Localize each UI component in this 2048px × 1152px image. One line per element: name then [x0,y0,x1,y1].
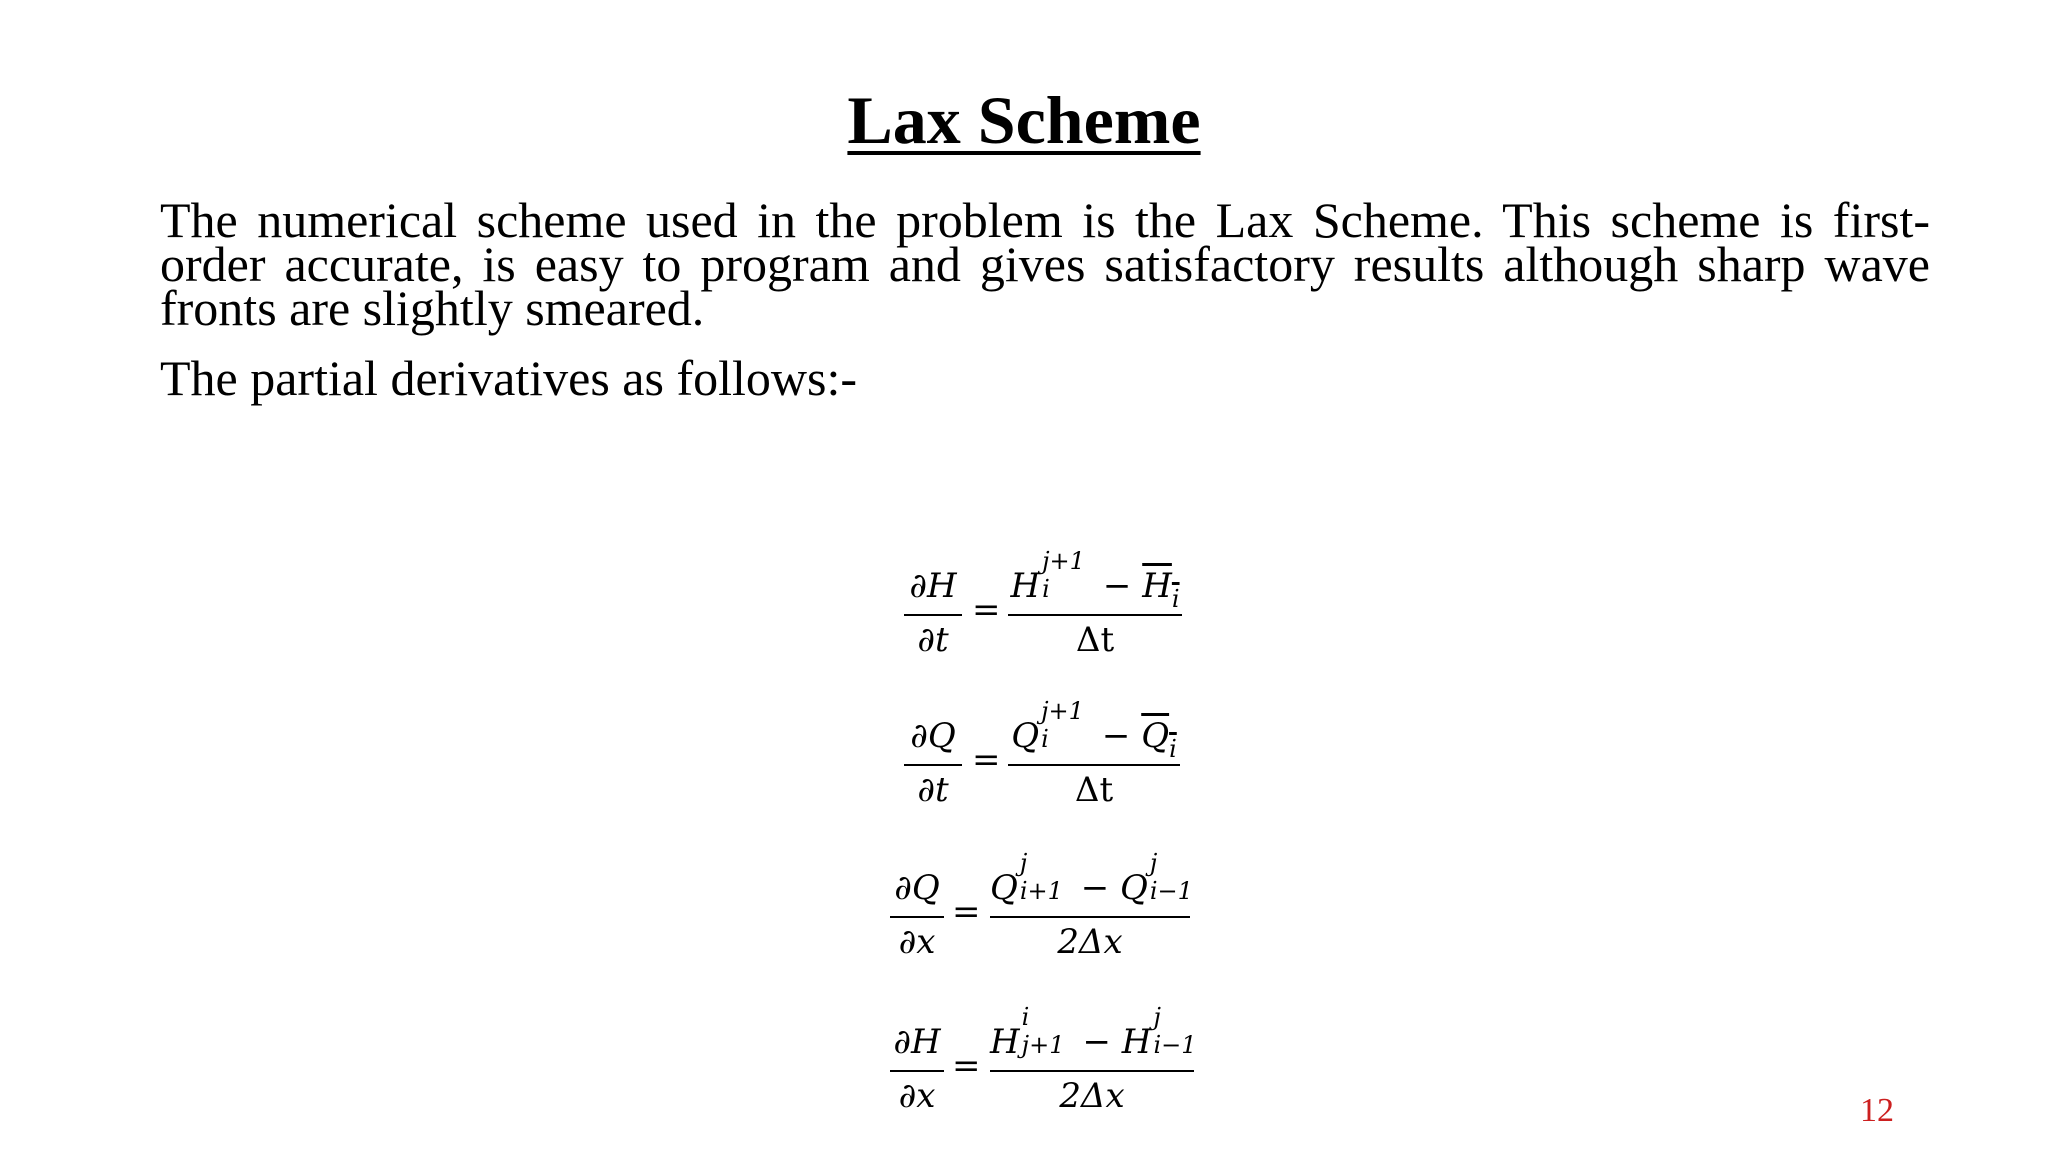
lhs-numerator: ∂Q [910,716,956,756]
rhs-denominator: 2Δx [1059,1076,1125,1116]
equation-dh-dx [886,1003,1216,1126]
slide-title: Lax Scheme [847,82,1201,158]
rhs-numerator: Q j i+1 − Q j i−1 [990,849,1193,908]
rhs-fraction [1008,547,1182,670]
rhs-denominator: Δt [1075,620,1115,660]
fraction-bar [904,614,962,616]
equals-sign: = [952,892,981,932]
lhs-fraction [890,862,944,972]
equation-dh-dt [900,547,1200,670]
lhs-denominator: ∂x [898,1076,936,1116]
fraction-bar [990,916,1190,918]
lhs-denominator: ∂t [917,620,949,660]
lhs-numerator: ∂H [893,1022,941,1062]
rhs-numerator: Q j+1 i − $Q_i$ [1011,697,1177,763]
equals-sign: = [972,740,1001,780]
fraction-bar [990,1070,1194,1072]
lhs-fraction [904,560,962,670]
equals-sign: = [952,1046,981,1086]
fraction-bar [904,764,962,766]
rhs-denominator: 2Δx [1057,922,1123,962]
lhs-fraction [904,710,962,820]
page-number: 12 [1860,1092,1894,1129]
lhs-denominator: ∂x [898,922,936,962]
rhs-fraction [990,849,1193,972]
paragraph-description: The numerical scheme used in the problem is the Lax Scheme. This scheme is first-order accurate, is easy to program and gives satisfactory results although sharp wave fronts are slightly smeared. [160,192,1930,336]
rhs-numerator: H j+1 i − $H_i$ [1010,547,1180,613]
equation-dq-dx [886,849,1216,972]
rhs-fraction [1008,697,1180,820]
paragraph-partial-derivatives: The partial derivatives as follows:- [160,350,857,406]
lhs-numerator: ∂H [909,566,957,606]
fraction-bar [1008,614,1182,616]
rhs-numerator: H i j+1 − H j i−1 [990,1003,1197,1062]
fraction-bar [1008,764,1180,766]
lhs-numerator: ∂Q [894,868,940,908]
fraction-bar [890,1070,944,1072]
equation-dq-dt [900,697,1200,820]
rhs-denominator: Δt [1074,770,1114,810]
equals-sign: = [972,590,1001,630]
rhs-fraction [990,1003,1197,1126]
fraction-bar [890,916,944,918]
lhs-denominator: ∂t [917,770,949,810]
lhs-fraction [890,1016,944,1126]
